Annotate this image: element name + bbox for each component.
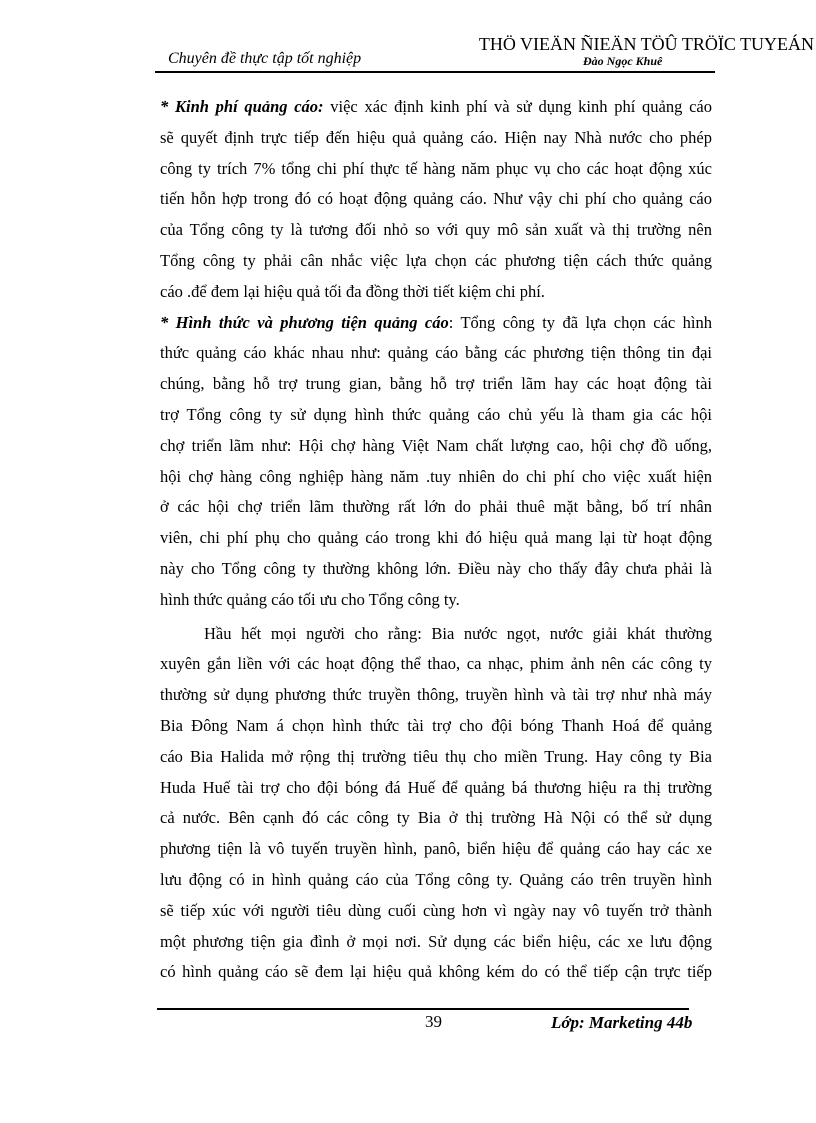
text-line: cáo .để đem lại hiệu quả tối đa đồng thời tiết kiệm chi phí.	[160, 281, 545, 301]
footer-class-label: Lớp: Marketing 44b	[551, 1013, 693, 1032]
text-line: việc xác định kinh phí và sử dụng kinh phí quảng cáo	[323, 97, 712, 116]
text-line: Hầu hết mọi người cho rằng: Bia nước ngọt, nước giải khát thường	[204, 623, 712, 643]
text-line: viên, chi phí phụ cho quảng cáo trong khi đó hiệu quả mang lại từ hoạt động	[160, 528, 712, 548]
text-line: thức quảng cáo khác nhau như: quảng cáo bằng các phương tiện thông tin đại	[160, 343, 712, 363]
header-library-banner: THÖ VIEÄN ÑIEÄN TÖÛ TRÖÏC TUYEÁN	[478, 34, 814, 54]
header-title: Chuyên đề thực tập tốt nghiệp	[168, 50, 362, 67]
section-lead-forms: * Hình thức và phương tiện quảng cáo	[160, 312, 449, 332]
document-body	[160, 92, 712, 988]
text-line: : Tổng công ty đã lựa chọn các hình	[448, 312, 712, 332]
text-line: thường sử dụng phương thức truyền thông, truyền hình và tài trợ như nhà máy	[160, 685, 712, 705]
text-line: Huda Huế tài trợ cho đội bóng đá Huế để quảng bá thương hiệu ra thị trường	[160, 777, 712, 797]
text-line: chợ triển lãm như: Hội chợ hàng Việt Nam chất lượng cao, hội chợ đồ uống,	[160, 435, 712, 455]
text-line: một phương tiện gia đình ở mọi nơi. Sử dụng các biển hiệu, các xe lưu động	[160, 931, 712, 951]
text-line: có hình quảng cáo sẽ đem lại hiệu quả không kém do có thể tiếp cận trực tiếp	[160, 962, 712, 982]
footer-divider	[157, 1008, 689, 1010]
text-line: chúng, bằng hỗ trợ trung gian, bằng hỗ trợ triển lãm hay các hoạt động tài	[160, 374, 712, 394]
text-line: lưu động có in hình quảng cáo của Tổng công ty. Quảng cáo trên truyền hình	[160, 869, 712, 889]
text-line: xuyên gắn liền với các hoạt động thể thao, ca nhạc, phim ảnh nên các công ty	[160, 654, 712, 674]
paragraph-media-usage	[160, 619, 712, 989]
paragraph-advertising-budget	[160, 92, 712, 308]
text-line: này cho Tổng công ty thường không lớn. Điều này cho thấy đây chưa phải là	[160, 558, 712, 578]
paragraph-advertising-forms	[160, 308, 712, 616]
text-line: hội chợ hàng công nghiệp hàng năm .tuy nhiên do chi phí cho việc xuất hiện	[160, 466, 712, 486]
text-line: sẽ tiếp xúc với người tiêu dùng cuối cùng hơn vì ngày nay vô tuyến trở thành	[160, 900, 712, 920]
text-line: của Tổng công ty là tương đối nhỏ so với quy mô sản xuất và thị trường nên	[160, 220, 712, 240]
text-line: tiến hỗn hợp trong đó có hoạt động quảng cáo. Như vậy chi phí cho quảng cáo	[160, 189, 712, 209]
text-line: Bia Đông Nam á chọn hình thức tài trợ cho đội bóng Thanh Hoá để quảng	[160, 715, 712, 735]
text-line: sẽ quyết định trực tiếp đến hiệu quả quảng cáo. Hiện nay Nhà nước cho phép	[160, 127, 712, 147]
text-line: ở các hội chợ triển lãm thường rất lớn do phải thuê mặt bằng, bố trí nhân	[160, 497, 712, 517]
header-author: Đào Ngọc Khuê	[583, 54, 663, 68]
section-lead-budget: * Kinh phí quảng cáo:	[160, 97, 324, 116]
text-line: cả nước. Bên cạnh đó các công ty Bia ở thị trường Hà Nội có thể sử dụng	[160, 808, 712, 828]
text-line: Tổng công ty phải cân nhắc việc lựa chọn các phương tiện cách thức quảng	[160, 250, 712, 270]
text-line: phương tiện là vô tuyến truyền hình, panô, biển hiệu để quảng cáo hay các xe	[160, 839, 712, 859]
text-line: hình thức quảng cáo tối ưu cho Tổng công ty.	[160, 589, 460, 609]
header-divider	[155, 71, 715, 73]
text-line: cáo Bia Halida mở rộng thị trường tiêu thụ cho miền Trung. Hay công ty Bia	[160, 746, 712, 766]
text-line: công ty trích 7% tổng chi phí thực tế hàng năm phục vụ cho các hoạt động xúc	[160, 158, 712, 178]
text-line: trợ Tổng công ty sử dụng hình thức quảng cáo chủ yếu là tham gia các hội	[160, 404, 712, 424]
page-number: 39	[425, 1012, 442, 1031]
